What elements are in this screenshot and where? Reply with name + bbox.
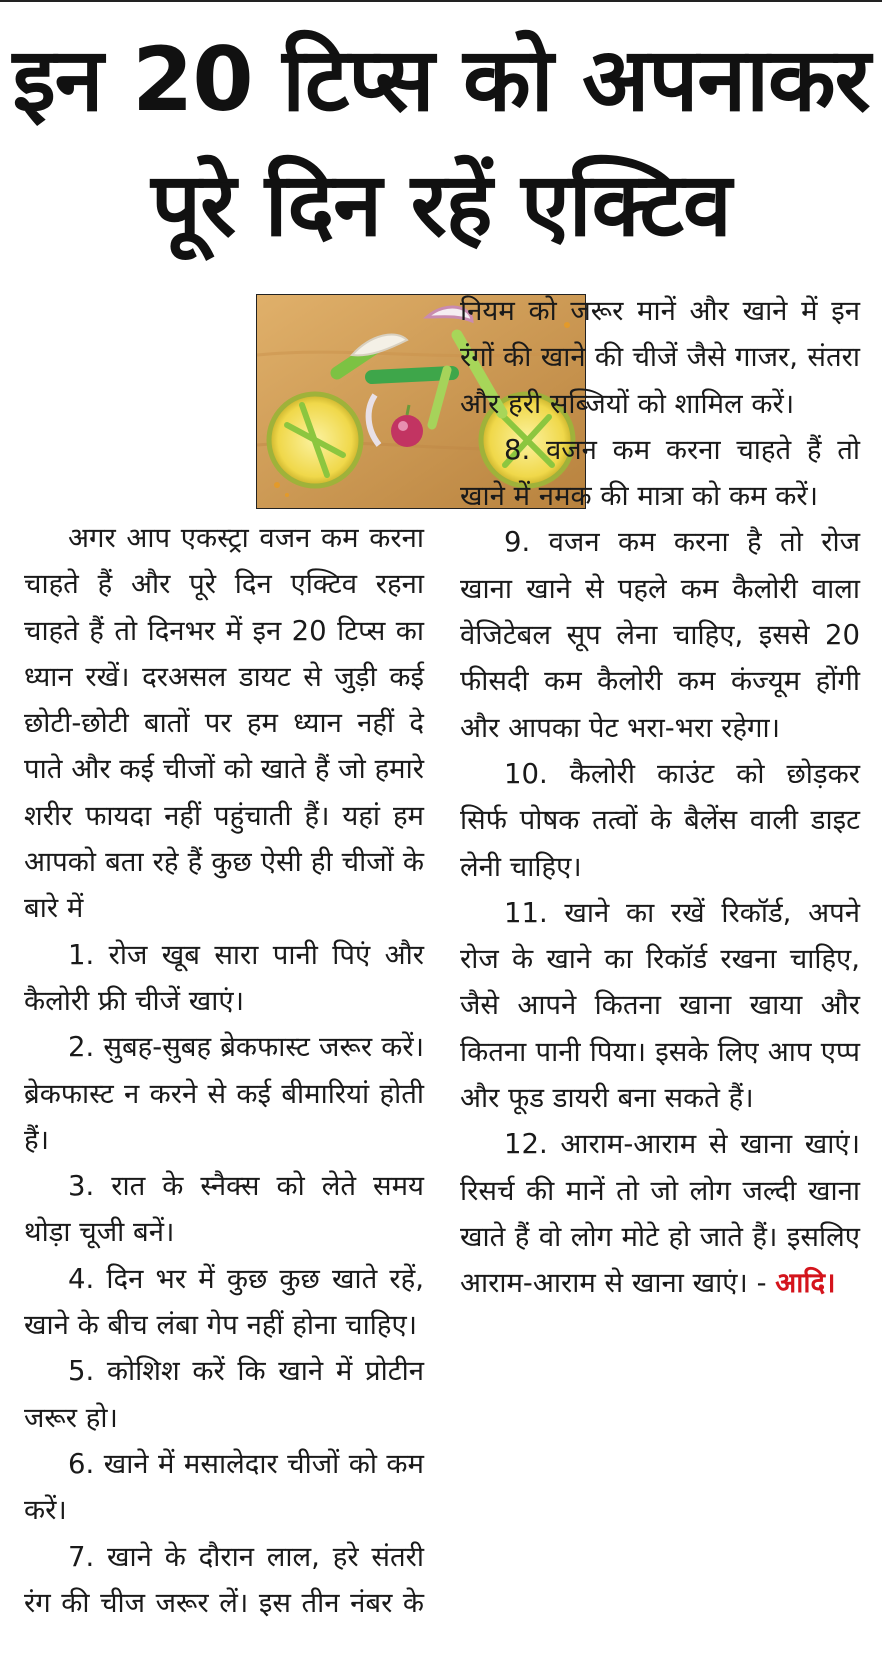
top-rule [0, 0, 882, 2]
article-body [24, 288, 860, 1664]
headline-line-1: इन 20 टिप्स को अपनाकर [12, 28, 870, 131]
tip-1: 1. रोज खूब सारा पानी पिएं और कैलोरी फ्री चीजें खाएं। [24, 938, 424, 1017]
byline-separator: - [756, 1267, 767, 1300]
tip-3: 3. रात के स्नैक्स को लेते समय थोड़ा चूजी बनें। [24, 1170, 424, 1249]
tip-2: 2. सुबह-सुबह ब्रेकफास्ट जरूर करें। ब्रेकफास्ट न करने से कई बीमारियां होती हैं। [24, 1031, 424, 1156]
tip-7: 7. खाने के दौरान लाल, हरे संतरी रंग की चीज जरूर लें। इस तीन नंबर के नियम को जरूर मानें और खाने में इन रंगों की खाने की चीजें जैसे गाजर, संतरा और हरी सब्जियों को शामिल करें। [24, 295, 860, 1619]
intro-paragraph: अगर आप एकस्ट्रा वजन कम करना चाहते हैं और पूरे दिन एक्टिव रहना चाहते हैं तो दिनभर में इन 20 टिप्स का ध्यान रखें। दरअसल डायट से जुड़ी कई छोटी-छोटी बातों पर हम ध्यान नहीं दे पाते और कई चीजों को खाते हैं जो हमारे शरीर फायदा नहीं पहुंचाती हैं। यहां हम आपको बता रहे हैं कुछ ऐसी ही चीजों के बारे में [24, 522, 424, 925]
tip-12 [460, 1121, 860, 1306]
headline [0, 18, 882, 268]
tip-11: 11. खाने का रखें रिकॉर्ड, अपने रोज के खाने का रिकॉर्ड रखना चाहिए, जैसे आपने कितना खाना खाया और कितना पानी पिया। इसके लिए आप एप्प और फूड डायरी बना सकते हैं। [460, 896, 860, 1115]
tip-10: 10. कैलोरी काउंट को छोड़कर सिर्फ पोषक तत्वों के बैलेंस वाली डाइट लेनी चाहिए। [460, 757, 860, 883]
tip-5: 5. कोशिश करें कि खाने में प्रोटीन जरूर हो। [24, 1355, 424, 1434]
headline-line-2: पूरे दिन रहें एक्टिव [151, 152, 731, 256]
tip-8: 8. वजन कम करना चाहते हैं तो खाने में नमक की मात्रा को कम करें। [460, 433, 860, 513]
byline-author: आदि। [775, 1267, 836, 1300]
tip-12-text: 12. आराम-आराम से खाना खाएं। रिसर्च की मानें तो जो लोग जल्दी खाना खाते हैं वो लोग मोटे हो जाते हैं। इसलिए आराम-आराम से खाना खाएं। [460, 1128, 860, 1300]
tip-9: 9. वजन कम करना है तो रोज खाना खाने से पहले कम कैलोरी वाला वेजिटेबल सूप लेना चाहिए, इससे 20 फीसदी कम कैलोरी कम कंज्यूम होंगी और आपका पेट भरा-भरा रहेगा। [460, 526, 860, 744]
tip-4: 4. दिन भर में कुछ कुछ खाते रहें, खाने के बीच लंबा गेप नहीं होना चाहिए। [24, 1262, 424, 1342]
tip-6: 6. खाने में मसालेदार चीजों को कम करें। [24, 1447, 424, 1527]
